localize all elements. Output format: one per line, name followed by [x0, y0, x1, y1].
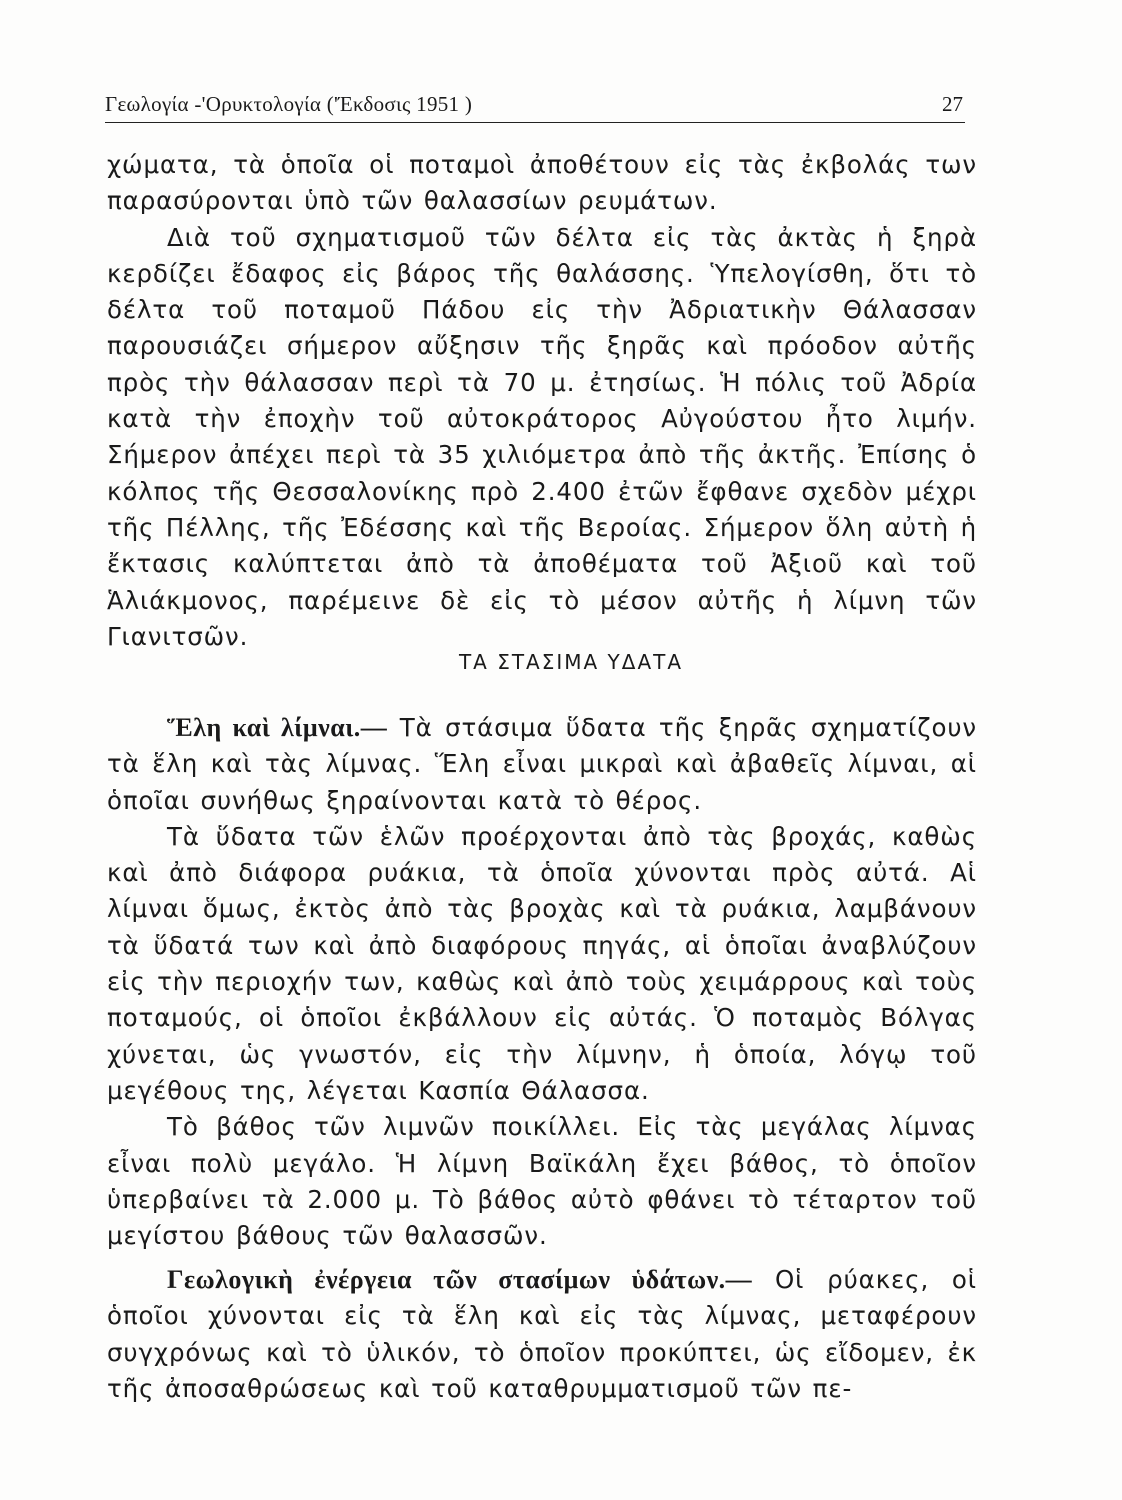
page-number: 27 [942, 92, 963, 116]
paragraph: Διὰ τοῦ σχηματισμοῦ τῶν δέλτα εἰς τὰς ἀκτὰς ἡ ξηρὰ κερδίζει ἔδαφος εἰς βάρος τῆς θαλάσσης. Ὑπελογίσθη, ὅτι τὸ δέλτα τοῦ ποταμοῦ Πάδου εἰς τὴν Ἀδριατικὴν Θάλασσαν παρουσιάζει σήμερον αὔξησιν τῆς ξηρᾶς καὶ πρόοδον αὐτῆς πρὸς τὴν θάλασσαν περὶ τὰ 70 μ. ἐτησίως. Ἡ πόλις τοῦ Ἀδρία κατὰ τὴν ἐποχὴν τοῦ αὐτοκράτορος Αὐγούστου ἦτο λιμήν. Σήμερον ἀπέχει περὶ τὰ 35 χιλιόμετρα ἀπὸ τῆς ἀκτῆς. Ἐπίσης ὁ κόλπος τῆς Θεσσαλονίκης πρὸ 2.400 ἐτῶν ἔφθανε σχεδὸν μέχρι τῆς Πέλλης, τῆς Ἐδέσσης καὶ τῆς Βεροίας. Σήμερον ὅλη αὐτὴ ἡ ἔκτασις καλύπτεται ἀπὸ τὰ ἀποθέματα τοῦ Ἀξιοῦ καὶ τοῦ Ἁλιάκμονος, παρέμεινε δὲ εἰς τὸ μέσον αὐτῆς ἡ λίμνη τῶν Γιανιτσῶν. [107, 222, 977, 651]
running-title: Γεωλογία -'Ορυκτολογία ('Έκδοσις 1951 ) [105, 92, 473, 116]
intro-block [107, 147, 977, 655]
run-in-heading: Ἕλη καὶ λίμναι.— [167, 713, 388, 742]
section-heading: ΤΑ ΣΤΑΣΙΜΑ ΥΔΑΤΑ [458, 650, 684, 674]
paragraph: χώματα, τὰ ὁποῖα οἱ ποταμοὶ ἀποθέτουν εἰς τὰς ἐκβολάς των παρασύρονται ὑπὸ τῶν θαλασσίων ρευμάτων. [107, 150, 977, 216]
paragraph: Τὰ ὕδατα τῶν ἑλῶν προέρχονται ἀπὸ τὰς βροχάς, καθὼς καὶ ἀπὸ διάφορα ρυάκια, τὰ ὁποῖα χύνονται πρὸς αὐτά. Αἱ λίμναι ὅμως, ἐκτὸς ἀπὸ τὰς βροχὰς καὶ τὰ ρυάκια, λαμβάνουν τὰ ὕδατά των καὶ ἀπὸ διαφόρους πηγάς, αἱ ὁποῖαι ἀναβλύζουν εἰς τὴν περιοχήν των, καθὼς καὶ ἀπὸ τοὺς χειμάρρους καὶ τοὺς ποταμούς, οἱ ὁποῖοι ἐκβάλλουν εἰς αὐτάς. Ὁ ποταμὸς Βόλγας χύνεται, ὡς γνωστόν, εἰς τὴν λίμνην, ἡ ὁποία, λόγῳ τοῦ μεγέθους της, λέγεται Κασπία Θάλασσα. [107, 821, 977, 1105]
paragraph [107, 710, 977, 819]
geology-block [107, 1262, 977, 1407]
marshes-block [107, 710, 977, 1254]
paragraph-text: Τὰ στάσιμα ὕδατα τῆς ξηρᾶς σχηματίζουν τὰ ἕλη καὶ τὰς λίμνας. Ἕλη εἶναι μικραὶ καὶ ἀβαθεῖς λίμναι, αἱ ὁποῖαι συνήθως ξηραίνονται κατὰ τὸ θέρος. [107, 713, 977, 815]
paragraph [107, 1262, 977, 1407]
run-in-heading: Γεωλογικὴ ἐνέργεια τῶν στασίμων ὑδάτων.— [167, 1265, 753, 1294]
paragraph-text: Οἱ ρύακες, οἱ ὁποῖοι χύνονται εἰς τὰ ἕλη καὶ εἰς τὰς λίμνας, μεταφέρουν συγχρόνως καὶ τὸ ὑλικόν, τὸ ὁποῖον προκύπτει, ὡς εἴδομεν, ἐκ τῆς ἀποσαθρώσεως καὶ τοῦ καταθρυμματισμοῦ τῶν πε- [107, 1265, 977, 1403]
paragraph: Τὸ βάθος τῶν λιμνῶν ποικίλλει. Εἰς τὰς μεγάλας λίμνας εἶναι πολὺ μεγάλο. Ἡ λίμνη Βαϊκάλη ἔχει βάθος, τὸ ὁποῖον ὑπερβαίνει τὰ 2.000 μ. Τὸ βάθος αὐτὸ φθάνει τὸ τέταρτον τοῦ μεγίστου βάθους τῶν θαλασσῶν. [107, 1112, 977, 1251]
running-header [105, 90, 965, 123]
